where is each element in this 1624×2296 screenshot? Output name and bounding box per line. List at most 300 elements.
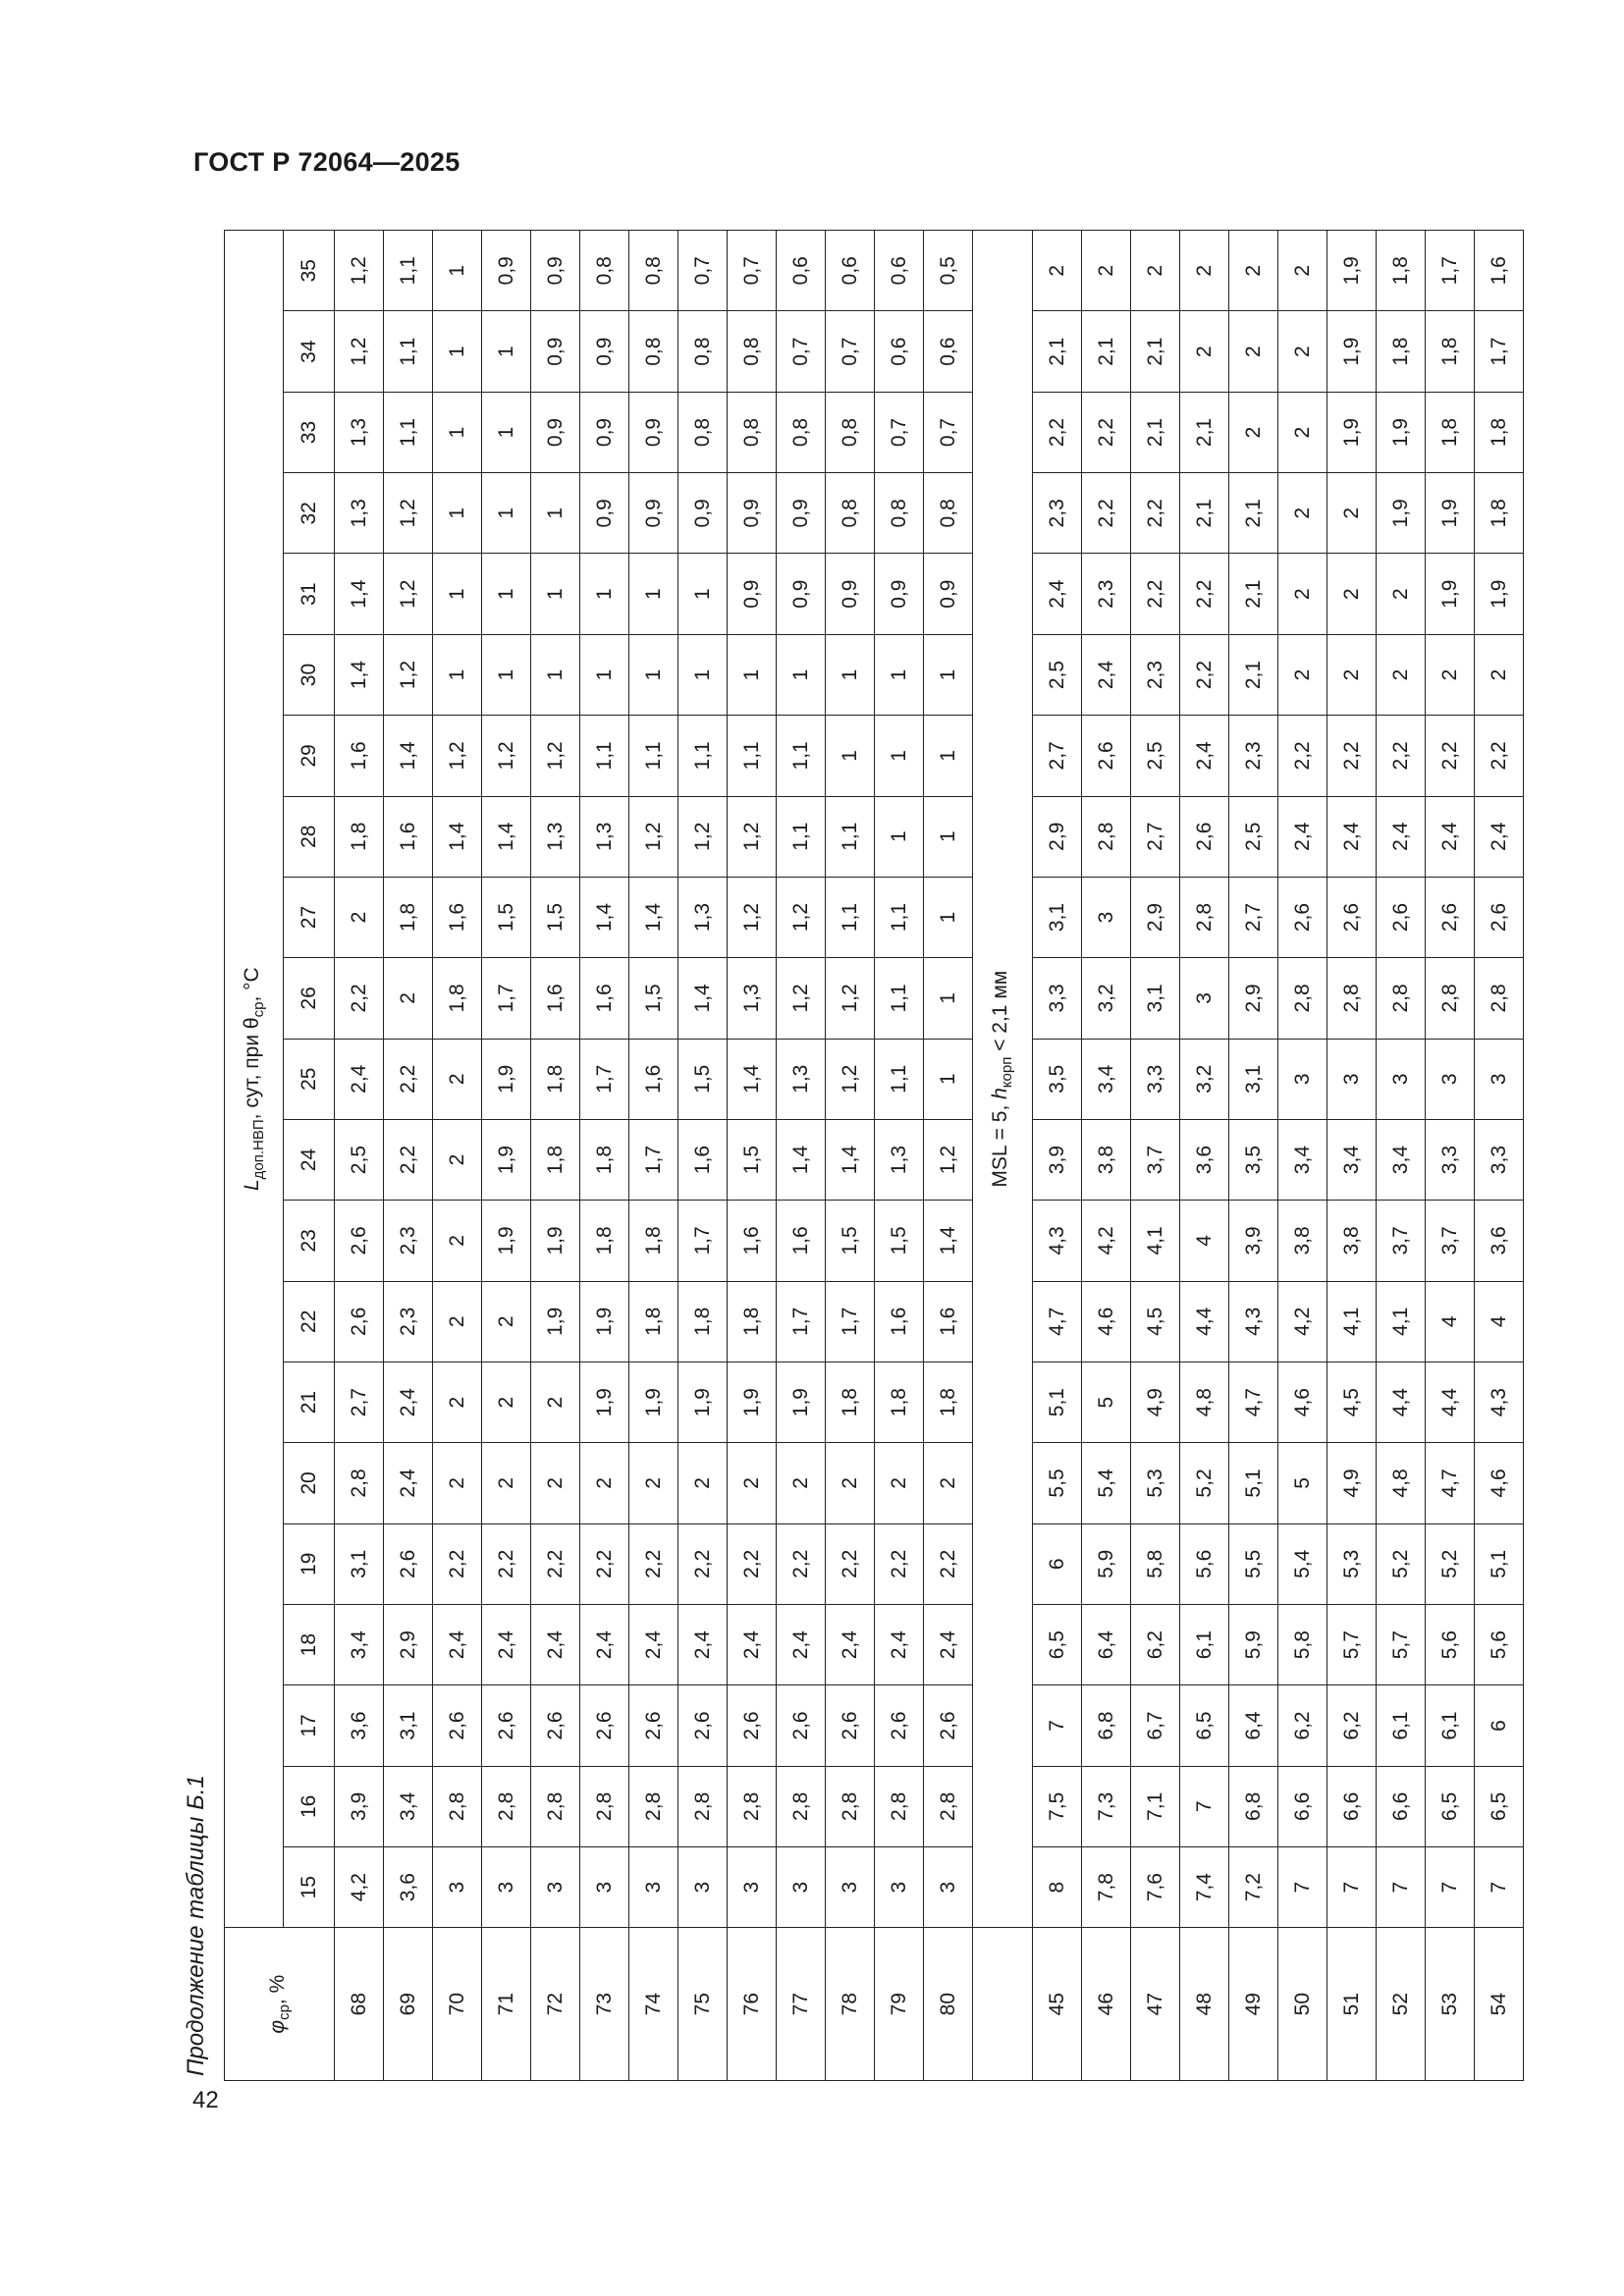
temperature-header-cell: 21 bbox=[284, 1362, 335, 1442]
value-cell: 1,4 bbox=[384, 716, 433, 796]
value-cell: 1,2 bbox=[826, 1039, 875, 1119]
value-cell: 3 bbox=[433, 1847, 482, 1928]
value-cell: 4,4 bbox=[1426, 1362, 1475, 1442]
table-header-row bbox=[225, 231, 284, 2081]
value-cell: 2,6 bbox=[1278, 877, 1327, 957]
value-cell: 0,9 bbox=[826, 554, 875, 634]
value-cell: 1,4 bbox=[826, 1119, 875, 1200]
table-row bbox=[1033, 231, 1082, 2081]
value-cell: 2,1 bbox=[1131, 311, 1180, 392]
value-cell: 3 bbox=[1180, 958, 1229, 1039]
table-row bbox=[1377, 231, 1426, 2081]
value-cell: 7,1 bbox=[1131, 1766, 1180, 1846]
value-cell: 2 bbox=[482, 1443, 531, 1523]
value-cell: 0,8 bbox=[826, 473, 875, 554]
value-cell: 3,1 bbox=[335, 1523, 384, 1604]
value-cell: 5,4 bbox=[1082, 1443, 1131, 1523]
value-cell: 1 bbox=[678, 634, 728, 715]
value-cell: 1,2 bbox=[482, 716, 531, 796]
value-cell: 1,8 bbox=[580, 1119, 629, 1200]
value-cell: 1,6 bbox=[335, 716, 384, 796]
table-row bbox=[1082, 231, 1131, 2081]
value-cell: 1,4 bbox=[777, 1119, 826, 1200]
table-caption: Продолжение таблицы Б.1 bbox=[183, 1775, 209, 2076]
value-cell: 1,1 bbox=[826, 877, 875, 957]
phi-cell: 72 bbox=[531, 1928, 580, 2081]
value-cell: 1,1 bbox=[384, 231, 433, 311]
table-row bbox=[1131, 231, 1180, 2081]
value-cell: 1,1 bbox=[875, 958, 924, 1039]
value-cell: 3,8 bbox=[1327, 1201, 1377, 1281]
value-cell: 2,4 bbox=[826, 1604, 875, 1684]
value-cell: 1,8 bbox=[1475, 473, 1524, 554]
value-cell: 5,1 bbox=[1229, 1443, 1278, 1523]
phi-cell: 54 bbox=[1475, 1928, 1524, 2081]
table-row bbox=[678, 231, 728, 2081]
value-cell: 2,8 bbox=[580, 1766, 629, 1846]
value-cell: 2 bbox=[433, 1362, 482, 1442]
value-cell: 2,8 bbox=[1278, 958, 1327, 1039]
value-cell: 3,5 bbox=[1229, 1119, 1278, 1200]
value-cell: 2,8 bbox=[1327, 958, 1377, 1039]
value-cell: 1,8 bbox=[1426, 311, 1475, 392]
value-cell: 6 bbox=[1475, 1685, 1524, 1766]
value-cell: 2,4 bbox=[384, 1362, 433, 1442]
value-cell: 3 bbox=[1377, 1039, 1426, 1119]
phi-cell: 71 bbox=[482, 1928, 531, 2081]
value-cell: 0,7 bbox=[875, 392, 924, 472]
value-cell: 1 bbox=[875, 716, 924, 796]
temperature-header-cell: 32 bbox=[284, 473, 335, 554]
value-cell: 2,5 bbox=[335, 1119, 384, 1200]
value-cell: 6,1 bbox=[1377, 1685, 1426, 1766]
value-cell: 1,7 bbox=[826, 1281, 875, 1362]
value-cell: 2,4 bbox=[924, 1604, 973, 1684]
value-cell: 3 bbox=[1475, 1039, 1524, 1119]
value-cell: 1,6 bbox=[678, 1119, 728, 1200]
value-cell: 2,1 bbox=[1082, 311, 1131, 392]
value-cell: 5,3 bbox=[1327, 1523, 1377, 1604]
value-cell: 4,3 bbox=[1475, 1362, 1524, 1442]
value-cell: 4,1 bbox=[1131, 1201, 1180, 1281]
document-header: ГОСТ Р 72064—2025 bbox=[193, 147, 460, 177]
value-cell: 1,2 bbox=[629, 796, 678, 877]
value-cell: 6,8 bbox=[1082, 1685, 1131, 1766]
value-cell: 1,6 bbox=[629, 1039, 678, 1119]
value-cell: 2,1 bbox=[1229, 473, 1278, 554]
value-cell: 0,9 bbox=[580, 473, 629, 554]
value-cell: 3,3 bbox=[1475, 1119, 1524, 1200]
value-cell: 5,3 bbox=[1131, 1443, 1180, 1523]
value-cell: 1,3 bbox=[580, 796, 629, 877]
table-row bbox=[384, 231, 433, 2081]
value-cell: 3,7 bbox=[1131, 1119, 1180, 1200]
value-cell: 2,5 bbox=[1033, 634, 1082, 715]
value-cell: 2 bbox=[1278, 634, 1327, 715]
value-cell: 1,3 bbox=[875, 1119, 924, 1200]
value-cell: 0,7 bbox=[826, 311, 875, 392]
value-cell: 1,4 bbox=[629, 877, 678, 957]
value-cell: 7 bbox=[1475, 1847, 1524, 1928]
value-cell: 2,4 bbox=[1327, 796, 1377, 877]
value-cell: 0,6 bbox=[777, 231, 826, 311]
value-cell: 3,2 bbox=[1180, 1039, 1229, 1119]
value-cell: 1 bbox=[580, 554, 629, 634]
value-cell: 6,4 bbox=[1082, 1604, 1131, 1684]
value-cell: 2,6 bbox=[335, 1281, 384, 1362]
value-cell: 6,5 bbox=[1426, 1766, 1475, 1846]
value-cell: 1 bbox=[433, 231, 482, 311]
value-cell: 2,2 bbox=[1475, 716, 1524, 796]
value-cell: 2,7 bbox=[1131, 796, 1180, 877]
value-cell: 3,9 bbox=[1033, 1119, 1082, 1200]
value-cell: 2,2 bbox=[1278, 716, 1327, 796]
temperature-header-cell: 34 bbox=[284, 311, 335, 392]
value-cell: 2 bbox=[1131, 231, 1180, 311]
value-cell: 2,6 bbox=[1082, 716, 1131, 796]
value-cell: 1,9 bbox=[1377, 473, 1426, 554]
temperature-header-cell: 28 bbox=[284, 796, 335, 877]
value-cell: 2,6 bbox=[777, 1685, 826, 1766]
table-row bbox=[531, 231, 580, 2081]
value-cell: 1,3 bbox=[777, 1039, 826, 1119]
value-cell: 2,6 bbox=[1377, 877, 1426, 957]
value-cell: 5,2 bbox=[1180, 1443, 1229, 1523]
rotated-table-block bbox=[177, 228, 1522, 2081]
value-cell: 2,6 bbox=[875, 1685, 924, 1766]
value-cell: 1,1 bbox=[678, 716, 728, 796]
value-cell: 1,8 bbox=[875, 1362, 924, 1442]
value-cell: 5,2 bbox=[1377, 1523, 1426, 1604]
value-cell: 6,6 bbox=[1278, 1766, 1327, 1846]
value-cell: 6,5 bbox=[1180, 1685, 1229, 1766]
value-cell: 0,9 bbox=[629, 473, 678, 554]
value-cell: 2,5 bbox=[1229, 796, 1278, 877]
value-cell: 1,8 bbox=[433, 958, 482, 1039]
value-cell: 2,6 bbox=[1180, 796, 1229, 877]
value-cell: 2 bbox=[384, 958, 433, 1039]
value-cell: 1,8 bbox=[384, 877, 433, 957]
value-cell: 2,8 bbox=[335, 1443, 384, 1523]
value-cell: 1,8 bbox=[1377, 311, 1426, 392]
value-cell: 4,5 bbox=[1131, 1281, 1180, 1362]
value-cell: 2,8 bbox=[1475, 958, 1524, 1039]
value-cell: 1 bbox=[875, 796, 924, 877]
value-cell: 1,1 bbox=[728, 716, 777, 796]
value-cell: 1,4 bbox=[335, 634, 384, 715]
value-cell: 5,7 bbox=[1377, 1604, 1426, 1684]
value-cell: 2 bbox=[1377, 634, 1426, 715]
value-cell: 1 bbox=[777, 634, 826, 715]
value-cell: 1,4 bbox=[728, 1039, 777, 1119]
value-cell: 4,9 bbox=[1131, 1362, 1180, 1442]
value-cell: 1,9 bbox=[1426, 554, 1475, 634]
value-cell: 2,9 bbox=[1033, 796, 1082, 877]
value-cell: 4,8 bbox=[1180, 1362, 1229, 1442]
value-cell: 7 bbox=[1426, 1847, 1475, 1928]
column-group-header: $L_{доп.НВП}$, сут, при $\theta_{ср}$, °С bbox=[225, 231, 284, 1928]
temperature-header-cell: 15 bbox=[284, 1847, 335, 1928]
value-cell: 2,8 bbox=[728, 1766, 777, 1846]
phi-cell: 78 bbox=[826, 1928, 875, 2081]
value-cell: 1,2 bbox=[777, 958, 826, 1039]
value-cell: 3 bbox=[777, 1847, 826, 1928]
value-cell: 2,6 bbox=[678, 1685, 728, 1766]
temperature-header-cell: 18 bbox=[284, 1604, 335, 1684]
value-cell: 2 bbox=[1180, 231, 1229, 311]
value-cell: 4,6 bbox=[1278, 1362, 1327, 1442]
value-cell: 2,8 bbox=[531, 1766, 580, 1846]
table-row bbox=[728, 231, 777, 2081]
value-cell: 1 bbox=[826, 634, 875, 715]
value-cell: 0,9 bbox=[728, 473, 777, 554]
value-cell: 3,9 bbox=[1229, 1201, 1278, 1281]
value-cell: 2,2 bbox=[1426, 716, 1475, 796]
value-cell: 1,5 bbox=[875, 1201, 924, 1281]
phi-cell: 68 bbox=[335, 1928, 384, 2081]
table-row bbox=[335, 231, 384, 2081]
value-cell: 2,8 bbox=[875, 1766, 924, 1846]
value-cell: 6,8 bbox=[1229, 1766, 1278, 1846]
value-cell: 1,5 bbox=[482, 877, 531, 957]
value-cell: 1,5 bbox=[678, 1039, 728, 1119]
value-cell: 0,9 bbox=[531, 311, 580, 392]
table-row bbox=[777, 231, 826, 2081]
value-cell: 2 bbox=[1426, 634, 1475, 715]
value-cell: 0,8 bbox=[629, 231, 678, 311]
value-cell: 1,8 bbox=[629, 1281, 678, 1362]
value-cell: 2,4 bbox=[384, 1443, 433, 1523]
value-cell: 2 bbox=[678, 1443, 728, 1523]
value-cell: 1,8 bbox=[826, 1362, 875, 1442]
table-row bbox=[1278, 231, 1327, 2081]
value-cell: 1,5 bbox=[826, 1201, 875, 1281]
value-cell: 5,9 bbox=[1229, 1604, 1278, 1684]
value-cell: 2,7 bbox=[1033, 716, 1082, 796]
value-cell: 2,2 bbox=[531, 1523, 580, 1604]
value-cell: 5,5 bbox=[1229, 1523, 1278, 1604]
value-cell: 1,3 bbox=[335, 392, 384, 472]
value-cell: 2,4 bbox=[1082, 634, 1131, 715]
value-cell: 2,8 bbox=[629, 1766, 678, 1846]
value-cell: 3,3 bbox=[1426, 1119, 1475, 1200]
value-cell: 4,4 bbox=[1377, 1362, 1426, 1442]
value-cell: 2,2 bbox=[1131, 473, 1180, 554]
value-cell: 0,9 bbox=[482, 231, 531, 311]
value-cell: 1 bbox=[580, 634, 629, 715]
value-cell: 1,7 bbox=[580, 1039, 629, 1119]
value-cell: 1,8 bbox=[335, 796, 384, 877]
value-cell: 2,8 bbox=[1377, 958, 1426, 1039]
value-cell: 1,2 bbox=[826, 958, 875, 1039]
phi-cell: 79 bbox=[875, 1928, 924, 2081]
value-cell: 5,7 bbox=[1327, 1604, 1377, 1684]
value-cell: 6,2 bbox=[1278, 1685, 1327, 1766]
value-cell: 2 bbox=[482, 1362, 531, 1442]
value-cell: 0,9 bbox=[728, 554, 777, 634]
value-cell: 1,1 bbox=[875, 1039, 924, 1119]
value-cell: 2,4 bbox=[1475, 796, 1524, 877]
value-cell: 2,1 bbox=[1229, 634, 1278, 715]
table-row bbox=[580, 231, 629, 2081]
phi-cell: 77 bbox=[777, 1928, 826, 2081]
value-cell: 3,6 bbox=[1475, 1201, 1524, 1281]
value-cell: 1,9 bbox=[1377, 392, 1426, 472]
value-cell: 2,6 bbox=[482, 1685, 531, 1766]
value-cell: 1,2 bbox=[433, 716, 482, 796]
value-cell: 1,4 bbox=[924, 1201, 973, 1281]
value-cell: 0,5 bbox=[924, 231, 973, 311]
value-cell: 1 bbox=[531, 473, 580, 554]
value-cell: 1,6 bbox=[1475, 231, 1524, 311]
value-cell: 0,7 bbox=[728, 231, 777, 311]
value-cell: 7 bbox=[1327, 1847, 1377, 1928]
value-cell: 2,9 bbox=[1131, 877, 1180, 957]
value-cell: 2,7 bbox=[1229, 877, 1278, 957]
value-cell: 5 bbox=[1278, 1443, 1327, 1523]
value-cell: 2 bbox=[1327, 554, 1377, 634]
value-cell: 2,6 bbox=[1475, 877, 1524, 957]
value-cell: 2,6 bbox=[384, 1523, 433, 1604]
phi-cell: 80 bbox=[924, 1928, 973, 2081]
value-cell: 2,2 bbox=[384, 1039, 433, 1119]
phi-cell: 48 bbox=[1180, 1928, 1229, 2081]
value-cell: 3 bbox=[826, 1847, 875, 1928]
value-cell: 1,1 bbox=[384, 392, 433, 472]
value-cell: 1 bbox=[924, 877, 973, 957]
value-cell: 1 bbox=[482, 554, 531, 634]
value-cell: 2 bbox=[1278, 231, 1327, 311]
table-row bbox=[875, 231, 924, 2081]
temperature-header-cell: 19 bbox=[284, 1523, 335, 1604]
value-cell: 2,4 bbox=[580, 1604, 629, 1684]
value-cell: 2,1 bbox=[1033, 311, 1082, 392]
value-cell: 2,4 bbox=[1426, 796, 1475, 877]
value-cell: 1,5 bbox=[728, 1119, 777, 1200]
value-cell: 4,1 bbox=[1327, 1281, 1377, 1362]
value-cell: 1,2 bbox=[777, 877, 826, 957]
value-cell: 2,2 bbox=[629, 1523, 678, 1604]
value-cell: 1,1 bbox=[777, 796, 826, 877]
value-cell: 2,6 bbox=[580, 1685, 629, 1766]
value-cell: 3 bbox=[1082, 877, 1131, 957]
value-cell: 2 bbox=[1278, 473, 1327, 554]
value-cell: 0,6 bbox=[924, 311, 973, 392]
value-cell: 1,5 bbox=[531, 877, 580, 957]
value-cell: 1,3 bbox=[335, 473, 384, 554]
value-cell: 1 bbox=[924, 634, 973, 715]
value-cell: 2 bbox=[1377, 554, 1426, 634]
value-cell: 2 bbox=[482, 1281, 531, 1362]
value-cell: 3 bbox=[728, 1847, 777, 1928]
value-cell: 3,8 bbox=[1278, 1201, 1327, 1281]
value-cell: 2 bbox=[1278, 554, 1327, 634]
value-cell: 2,6 bbox=[433, 1685, 482, 1766]
value-cell: 2,6 bbox=[924, 1685, 973, 1766]
value-cell: 2 bbox=[531, 1362, 580, 1442]
value-cell: 1,2 bbox=[924, 1119, 973, 1200]
value-cell: 4,1 bbox=[1377, 1281, 1426, 1362]
value-cell: 2,8 bbox=[1426, 958, 1475, 1039]
value-cell: 1,9 bbox=[531, 1281, 580, 1362]
value-cell: 2,4 bbox=[1180, 716, 1229, 796]
value-cell: 1,1 bbox=[875, 877, 924, 957]
value-cell: 1,8 bbox=[678, 1281, 728, 1362]
value-cell: 2 bbox=[629, 1443, 678, 1523]
value-cell: 0,8 bbox=[777, 392, 826, 472]
value-cell: 6,1 bbox=[1426, 1685, 1475, 1766]
value-cell: 6,1 bbox=[1180, 1604, 1229, 1684]
value-cell: 1,9 bbox=[728, 1362, 777, 1442]
value-cell: 5,2 bbox=[1426, 1523, 1475, 1604]
value-cell: 1,4 bbox=[433, 796, 482, 877]
value-cell: 3 bbox=[482, 1847, 531, 1928]
value-cell: 3,4 bbox=[1278, 1119, 1327, 1200]
table-row bbox=[629, 231, 678, 2081]
value-cell: 4,6 bbox=[1475, 1443, 1524, 1523]
value-cell: 0,8 bbox=[924, 473, 973, 554]
value-cell: 4,2 bbox=[1278, 1281, 1327, 1362]
value-cell: 0,7 bbox=[924, 392, 973, 472]
value-cell: 3 bbox=[678, 1847, 728, 1928]
value-cell: 1,9 bbox=[482, 1039, 531, 1119]
value-cell: 1 bbox=[924, 1039, 973, 1119]
value-cell: 1,1 bbox=[384, 311, 433, 392]
table-row bbox=[482, 231, 531, 2081]
value-cell: 1,9 bbox=[777, 1362, 826, 1442]
phi-cell: 51 bbox=[1327, 1928, 1377, 2081]
value-cell: 1,6 bbox=[777, 1201, 826, 1281]
value-cell: 7,3 bbox=[1082, 1766, 1131, 1846]
value-cell: 0,9 bbox=[678, 473, 728, 554]
value-cell: 1,8 bbox=[924, 1362, 973, 1442]
value-cell: 2 bbox=[1229, 231, 1278, 311]
value-cell: 1,1 bbox=[777, 716, 826, 796]
value-cell: 7,2 bbox=[1229, 1847, 1278, 1928]
value-cell: 3 bbox=[1426, 1039, 1475, 1119]
value-cell: 2 bbox=[924, 1443, 973, 1523]
value-cell: 3 bbox=[1278, 1039, 1327, 1119]
value-cell: 1,4 bbox=[580, 877, 629, 957]
value-cell: 2,8 bbox=[1180, 877, 1229, 957]
value-cell: 2,3 bbox=[1229, 716, 1278, 796]
value-cell: 2 bbox=[826, 1443, 875, 1523]
value-cell: 1,3 bbox=[678, 877, 728, 957]
temperature-header-cell: 27 bbox=[284, 877, 335, 957]
value-cell: 2,2 bbox=[728, 1523, 777, 1604]
value-cell: 2 bbox=[1327, 473, 1377, 554]
value-cell: 3,2 bbox=[1082, 958, 1131, 1039]
value-cell: 2,2 bbox=[1082, 392, 1131, 472]
value-cell: 2,2 bbox=[1377, 716, 1426, 796]
value-cell: 1,9 bbox=[678, 1362, 728, 1442]
value-cell: 5,6 bbox=[1475, 1604, 1524, 1684]
value-cell: 3,6 bbox=[384, 1847, 433, 1928]
value-cell: 1,6 bbox=[433, 877, 482, 957]
value-cell: 7,8 bbox=[1082, 1847, 1131, 1928]
value-cell: 1 bbox=[629, 634, 678, 715]
value-cell: 1,1 bbox=[580, 716, 629, 796]
value-cell: 0,8 bbox=[728, 392, 777, 472]
value-cell: 3 bbox=[531, 1847, 580, 1928]
temperature-header-cell: 31 bbox=[284, 554, 335, 634]
value-cell: 4,6 bbox=[1082, 1281, 1131, 1362]
value-cell: 2,2 bbox=[1180, 554, 1229, 634]
value-cell: 4,3 bbox=[1229, 1281, 1278, 1362]
value-cell: 1,9 bbox=[482, 1119, 531, 1200]
value-cell: 2,2 bbox=[1180, 634, 1229, 715]
value-cell: 2,2 bbox=[1033, 392, 1082, 472]
